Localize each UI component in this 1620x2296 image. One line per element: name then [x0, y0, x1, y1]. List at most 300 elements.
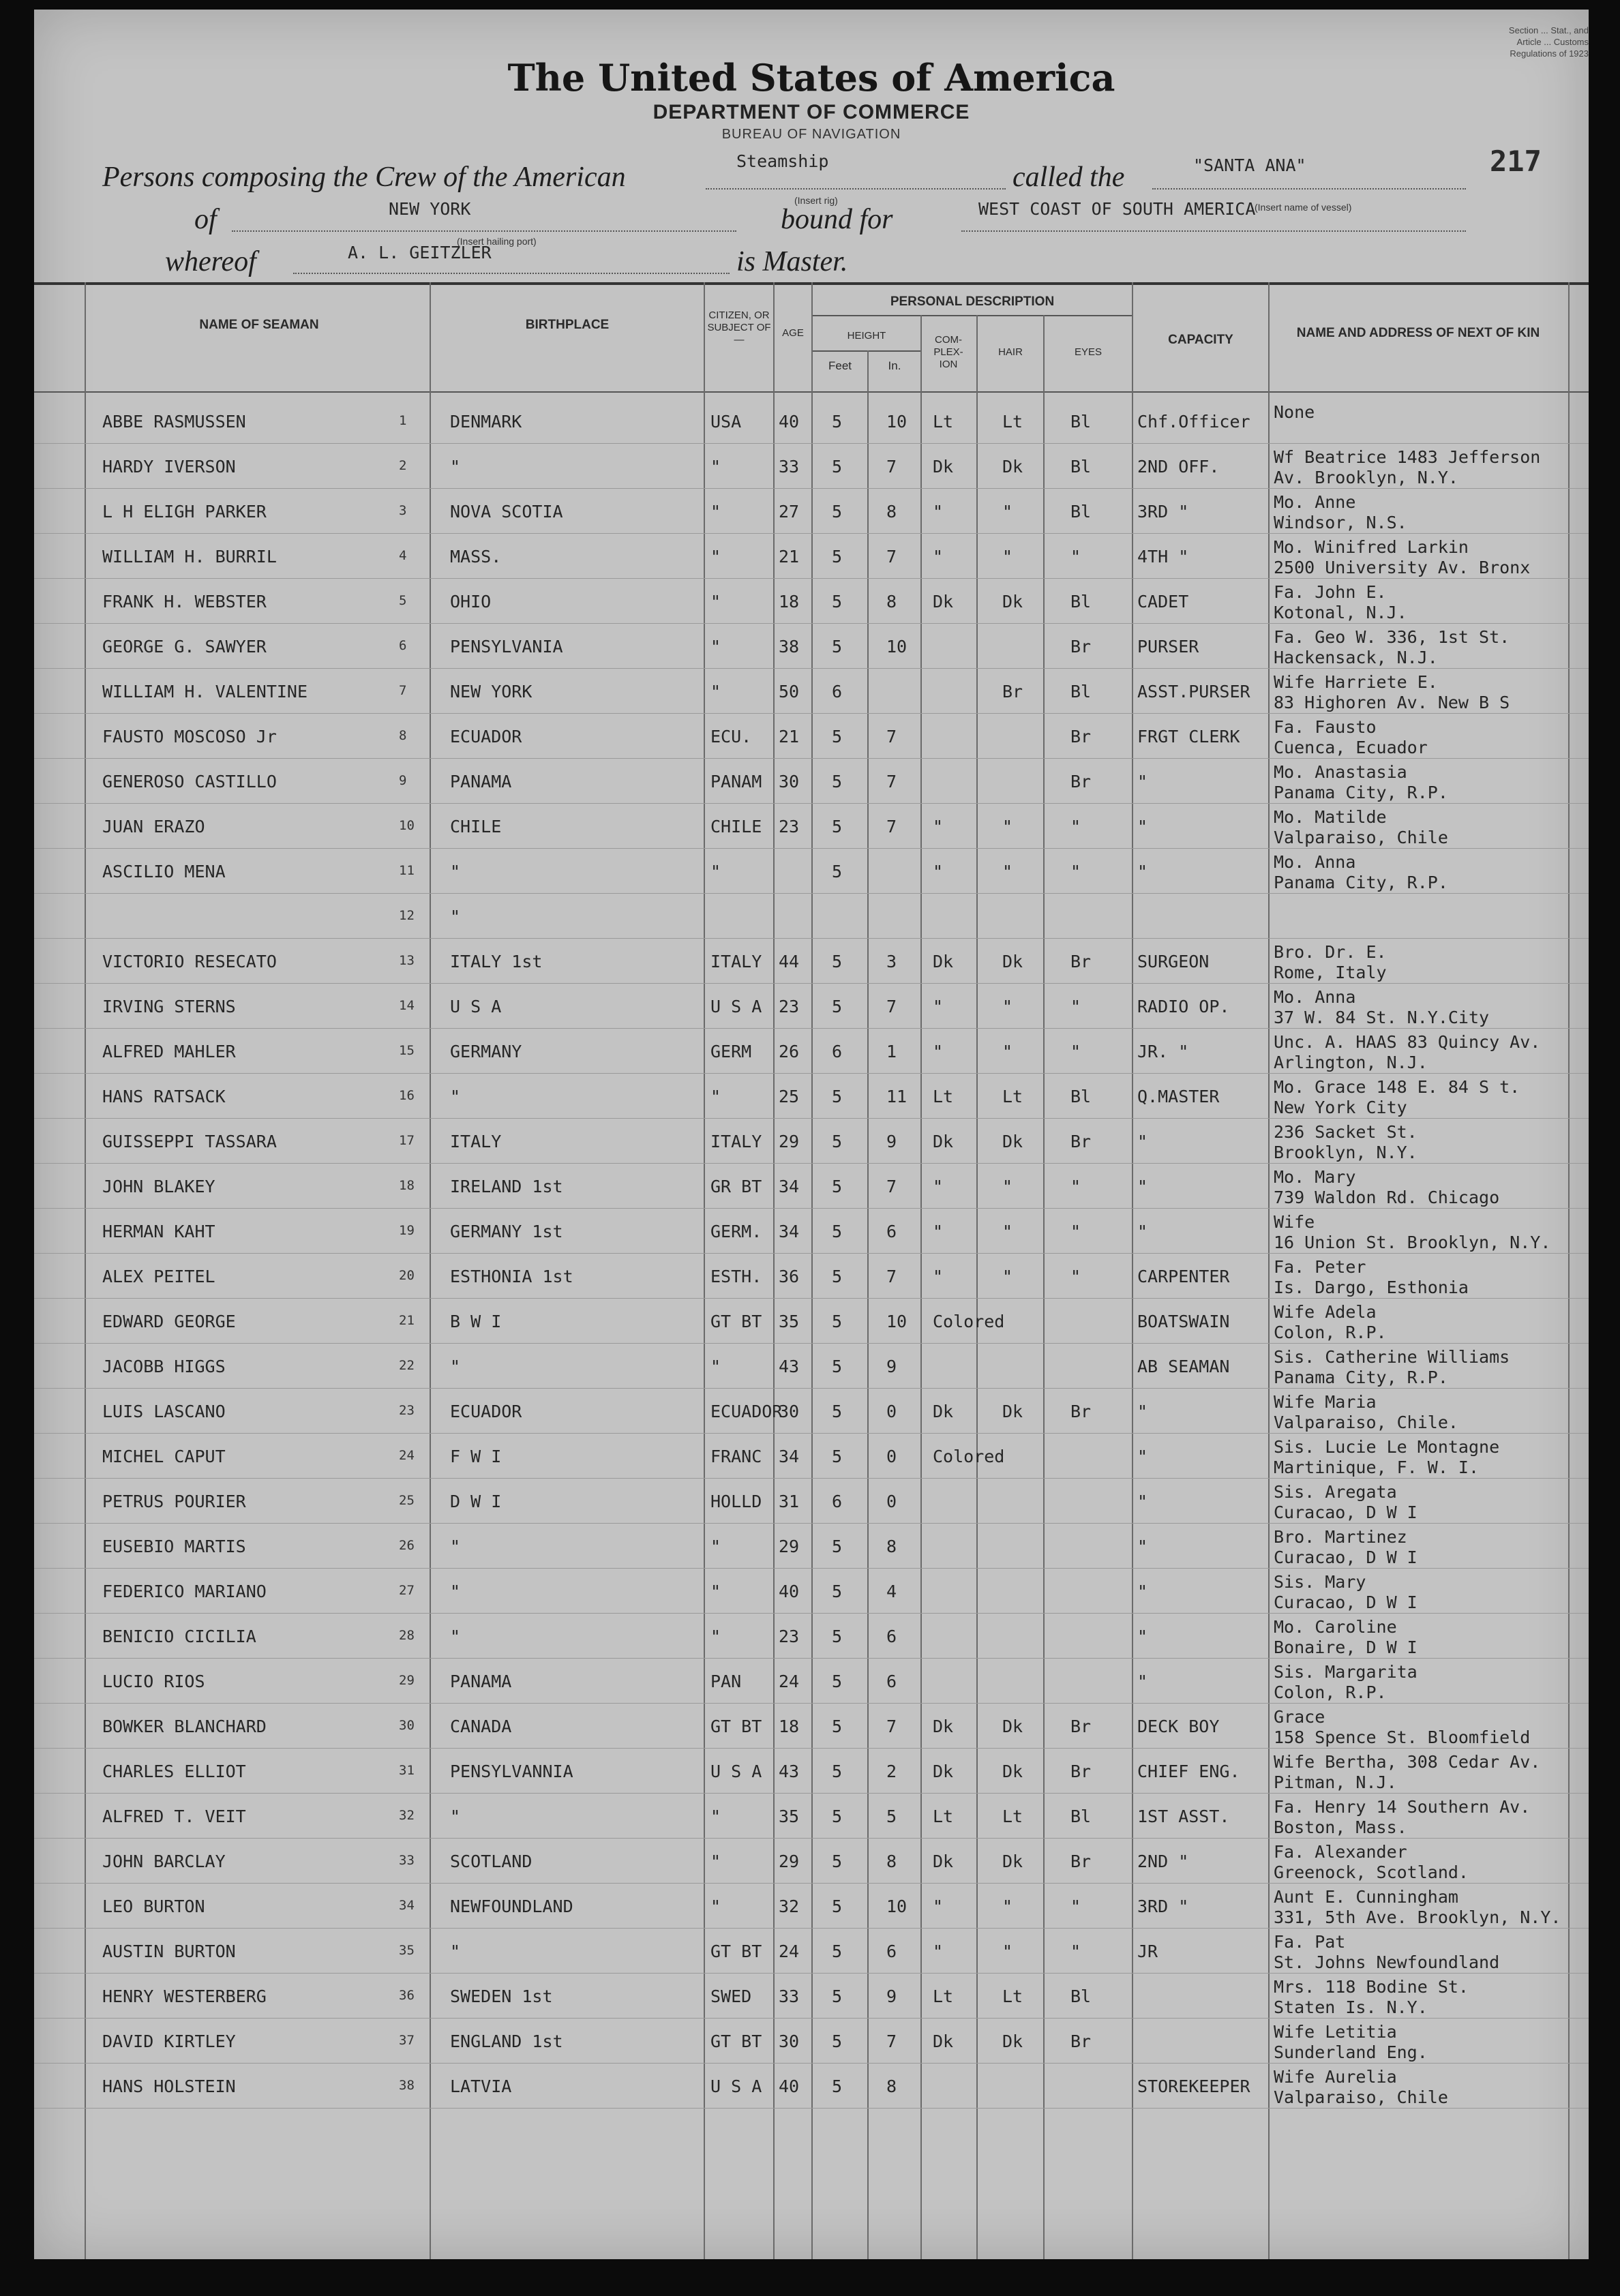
cell-eyes: Br — [1070, 1717, 1092, 1736]
cell-in: 7 — [886, 2031, 897, 2051]
cell-birthplace: D W I — [450, 1492, 502, 1511]
cell-kin2: Colon, R.P. — [1274, 1682, 1387, 1702]
cell-name: GUISSEPPI TASSARA — [102, 1132, 277, 1151]
cell-kin1: Fa. Alexander — [1274, 1842, 1407, 1862]
cell-citizen: " — [710, 1087, 721, 1106]
cell-complexion: Colored — [933, 1447, 1005, 1466]
cell-hair: " — [1002, 1042, 1013, 1061]
cell-age: 27 — [779, 502, 800, 522]
cell-hair: Lt — [1002, 412, 1023, 432]
cell-in: 10 — [886, 1897, 907, 1916]
cell-no: 8 — [399, 728, 407, 743]
cell-kin1: Mrs. 118 Bodine St. — [1274, 1977, 1469, 1997]
crew-row — [34, 1568, 1589, 1614]
col-header-complexion: COM-PLEX-ION — [933, 334, 963, 370]
cell-in: 6 — [886, 1942, 897, 1961]
cell-age: 26 — [779, 1042, 800, 1061]
cell-no: 12 — [399, 908, 415, 923]
cell-name: BOWKER BLANCHARD — [102, 1717, 267, 1736]
cell-eyes: Br — [1070, 2031, 1092, 2051]
cell-eyes: " — [1070, 862, 1081, 881]
cell-no: 14 — [399, 998, 415, 1013]
crew-row — [34, 1883, 1589, 1929]
cell-name: VICTORIO RESECATO — [102, 952, 277, 971]
cell-no: 35 — [399, 1943, 415, 1958]
crew-row — [34, 533, 1589, 579]
cell-hair: Dk — [1002, 2031, 1023, 2051]
cell-capacity: SURGEON — [1137, 952, 1210, 971]
whereof-label: whereof — [165, 246, 256, 277]
cell-citizen: GT BT — [710, 2031, 762, 2051]
cell-citizen: " — [710, 1852, 721, 1871]
cell-citizen: ITALY — [710, 952, 762, 971]
cell-ft: 5 — [832, 997, 843, 1016]
cell-kin1: Wife Bertha, 308 Cedar Av. — [1274, 1752, 1541, 1772]
crew-row — [34, 1703, 1589, 1749]
crew-row — [34, 398, 1589, 444]
cell-no: 10 — [399, 818, 415, 833]
cell-name: ALFRED T. VEIT — [102, 1807, 246, 1826]
cell-ft: 5 — [832, 457, 843, 477]
cell-birthplace: " — [450, 1807, 461, 1826]
cell-kin1: Mo. Anne — [1274, 492, 1356, 512]
cell-age: 36 — [779, 1267, 800, 1286]
vessel-name: "SANTA ANA" — [1193, 155, 1306, 175]
cell-complexion: " — [933, 862, 944, 881]
cell-complexion: Dk — [933, 952, 954, 971]
cell-birthplace: " — [450, 1942, 461, 1961]
cell-capacity: " — [1137, 1177, 1148, 1196]
cell-no: 7 — [399, 683, 407, 698]
cell-citizen: " — [710, 592, 721, 611]
cell-name: MICHEL CAPUT — [102, 1447, 226, 1466]
cell-kin2: Arlington, N.J. — [1274, 1053, 1428, 1072]
cell-citizen: GT BT — [710, 1942, 762, 1961]
cell-ft: 5 — [832, 1402, 843, 1421]
cell-hair: " — [1002, 1222, 1013, 1241]
crew-row — [34, 1523, 1589, 1569]
cell-no: 22 — [399, 1358, 415, 1373]
cell-kin1: None — [1274, 402, 1315, 422]
cell-kin2: New York City — [1274, 1098, 1407, 1117]
cell-kin1: Mo. Matilde — [1274, 807, 1387, 827]
cell-ft: 5 — [832, 1177, 843, 1196]
crew-row — [34, 1973, 1589, 2019]
crew-row — [34, 443, 1589, 489]
cell-eyes: " — [1070, 1222, 1081, 1241]
cell-name: LUCIO RIOS — [102, 1672, 205, 1691]
cell-capacity: ASST.PURSER — [1137, 682, 1250, 701]
cell-in: 8 — [886, 592, 897, 611]
cell-age: 31 — [779, 1492, 800, 1511]
cell-citizen: " — [710, 457, 721, 477]
cell-citizen: " — [710, 1357, 721, 1376]
cell-hair: " — [1002, 997, 1013, 1016]
cell-eyes: " — [1070, 1267, 1081, 1286]
cell-hair: " — [1002, 1177, 1013, 1196]
cell-ft: 5 — [832, 1537, 843, 1556]
cell-kin1: Wife Maria — [1274, 1392, 1377, 1412]
cell-complexion: " — [933, 1267, 944, 1286]
port-underline — [232, 230, 736, 232]
cell-no: 37 — [399, 2033, 415, 2048]
cell-birthplace: CANADA — [450, 1717, 512, 1736]
crew-row — [34, 1478, 1589, 1524]
cell-name: AUSTIN BURTON — [102, 1942, 236, 1961]
cell-eyes: Br — [1070, 1402, 1092, 1421]
cell-age: 18 — [779, 592, 800, 611]
cell-complexion: Lt — [933, 1807, 954, 1826]
col-header-feet: Feet — [828, 359, 852, 372]
cell-citizen: GERM. — [710, 1222, 762, 1241]
master-underline — [293, 273, 730, 274]
cell-name: ABBE RASMUSSEN — [102, 412, 246, 432]
cell-in: 7 — [886, 547, 897, 567]
cell-name: WILLIAM H. VALENTINE — [102, 682, 308, 701]
cell-kin2: Brooklyn, N.Y. — [1274, 1143, 1418, 1162]
crew-row — [34, 1343, 1589, 1389]
cell-eyes: Bl — [1070, 1807, 1092, 1826]
cell-citizen: SWED — [710, 1987, 752, 2006]
cell-birthplace: ITALY — [450, 1132, 502, 1151]
cell-ft: 6 — [832, 682, 843, 701]
cell-citizen: " — [710, 1807, 721, 1826]
cell-kin1: Wife — [1274, 1212, 1315, 1232]
cell-capacity: " — [1137, 1537, 1148, 1556]
cell-name: FRANK H. WEBSTER — [102, 592, 267, 611]
cell-ft: 5 — [832, 547, 843, 567]
cell-capacity: " — [1137, 1222, 1148, 1241]
cell-age: 21 — [779, 547, 800, 567]
cell-name: BENICIO CICILIA — [102, 1627, 256, 1646]
cell-complexion: " — [933, 997, 944, 1016]
cell-age: 34 — [779, 1177, 800, 1196]
cell-kin1: Wife Harriete E. — [1274, 672, 1438, 692]
cell-citizen: " — [710, 1627, 721, 1646]
cell-kin1: Mo. Anna — [1274, 987, 1356, 1007]
cell-ft: 5 — [832, 1852, 843, 1871]
cell-name: JOHN BARCLAY — [102, 1852, 226, 1871]
cell-eyes: " — [1070, 1177, 1081, 1196]
cell-kin2: Windsor, N.S. — [1274, 513, 1407, 532]
cell-in: 7 — [886, 817, 897, 836]
cell-ft: 5 — [832, 1807, 843, 1826]
cell-complexion: " — [933, 1942, 944, 1961]
col-header-height: HEIGHT — [847, 330, 886, 342]
vessel-hint: (Insert name of vessel) — [1255, 202, 1352, 213]
col-header-birthplace: BIRTHPLACE — [525, 318, 610, 332]
crew-row — [34, 1073, 1589, 1119]
cell-name: JOHN BLAKEY — [102, 1177, 215, 1196]
cell-citizen: " — [710, 682, 721, 701]
cell-eyes: Br — [1070, 727, 1092, 746]
cell-kin1: Mo. Caroline — [1274, 1617, 1397, 1637]
cell-complexion: Dk — [933, 2031, 954, 2051]
cell-eyes: " — [1070, 547, 1081, 567]
cell-no: 2 — [399, 458, 407, 473]
cell-capacity: 4TH " — [1137, 547, 1189, 567]
cell-age: 38 — [779, 637, 800, 656]
cell-name: JUAN ERAZO — [102, 817, 205, 836]
cell-name: ALEX PEITEL — [102, 1267, 215, 1286]
cell-citizen: ECUADOR — [710, 1402, 783, 1421]
cell-ft: 6 — [832, 1042, 843, 1061]
cell-ft: 5 — [832, 727, 843, 746]
cell-capacity: " — [1137, 1627, 1148, 1646]
cell-hair: Lt — [1002, 1807, 1023, 1826]
cell-capacity: Chf.Officer — [1137, 412, 1250, 432]
cell-birthplace: DENMARK — [450, 412, 522, 432]
cell-citizen: " — [710, 862, 721, 881]
cell-kin1: Mo. Anna — [1274, 852, 1356, 872]
col-header-inches: In. — [888, 359, 901, 372]
cell-ft: 5 — [832, 1267, 843, 1286]
cell-no: 26 — [399, 1538, 415, 1553]
cell-kin2: Boston, Mass. — [1274, 1817, 1407, 1837]
cell-kin1: Mo. Grace 148 E. 84 S t. — [1274, 1077, 1520, 1097]
cell-capacity: JR — [1137, 1942, 1158, 1961]
cell-name: ALFRED MAHLER — [102, 1042, 236, 1061]
cell-name: EUSEBIO MARTIS — [102, 1537, 246, 1556]
cell-hair: " — [1002, 862, 1013, 881]
cell-citizen: GERM — [710, 1042, 752, 1061]
cell-in: 0 — [886, 1402, 897, 1421]
rig-hint: (Insert rig) — [794, 195, 838, 206]
cell-birthplace: LATVIA — [450, 2076, 512, 2096]
cell-age: 25 — [779, 1087, 800, 1106]
cell-birthplace: ESTHONIA 1st — [450, 1267, 573, 1286]
cell-hair: " — [1002, 547, 1013, 567]
crew-row — [34, 758, 1589, 804]
crew-row — [34, 848, 1589, 894]
cell-kin1: Sis. Mary — [1274, 1572, 1366, 1592]
cell-birthplace: SWEDEN 1st — [450, 1987, 553, 2006]
cell-hair: Dk — [1002, 592, 1023, 611]
called-the-label: called the — [1012, 162, 1125, 193]
bureau-label: BUREAU OF NAVIGATION — [721, 127, 901, 142]
cell-age: 35 — [779, 1807, 800, 1826]
cell-citizen: USA — [710, 412, 742, 432]
cell-kin2: Panama City, R.P. — [1274, 1368, 1448, 1387]
crew-row — [34, 938, 1589, 984]
cell-age: 23 — [779, 817, 800, 836]
cell-complexion: Lt — [933, 1087, 954, 1106]
cell-ft: 6 — [832, 1492, 843, 1511]
crew-row — [34, 2063, 1589, 2109]
cell-in: 7 — [886, 772, 897, 791]
cell-hair: Dk — [1002, 1717, 1023, 1736]
cell-birthplace: " — [450, 1087, 461, 1106]
cell-kin2: 83 Highoren Av. New B S — [1274, 693, 1510, 712]
cell-hair: " — [1002, 1267, 1013, 1286]
cell-no: 36 — [399, 1988, 415, 2003]
cell-name: ASCILIO MENA — [102, 862, 226, 881]
cell-capacity: " — [1137, 1402, 1148, 1421]
cell-in: 10 — [886, 412, 907, 432]
cell-ft: 5 — [832, 1132, 843, 1151]
cell-kin2: Curacao, D W I — [1274, 1547, 1418, 1567]
cell-kin1: Bro. Martinez — [1274, 1527, 1407, 1547]
cell-no: 25 — [399, 1493, 415, 1508]
cell-eyes: Bl — [1070, 502, 1092, 522]
cell-in: 0 — [886, 1492, 897, 1511]
cell-eyes: Bl — [1070, 1987, 1092, 2006]
cell-birthplace: OHIO — [450, 592, 492, 611]
rig-value: Steamship — [736, 151, 829, 171]
cell-name: FEDERICO MARIANO — [102, 1582, 267, 1601]
cell-birthplace: CHILE — [450, 817, 502, 836]
cell-age: 40 — [779, 1582, 800, 1601]
cell-kin2: Kotonal, N.J. — [1274, 603, 1407, 622]
cell-hair: Br — [1002, 682, 1023, 701]
cell-age: 43 — [779, 1762, 800, 1781]
cell-eyes: Bl — [1070, 682, 1092, 701]
cell-in: 8 — [886, 502, 897, 522]
cell-eyes: Br — [1070, 1762, 1092, 1781]
cell-citizen: CHILE — [710, 817, 762, 836]
cell-kin1: Wife Letitia — [1274, 2022, 1397, 2042]
crew-row — [34, 893, 1589, 939]
cell-capacity: FRGT CLERK — [1137, 727, 1240, 746]
crew-row — [34, 578, 1589, 624]
cell-complexion: " — [933, 1222, 944, 1241]
cell-kin2: 739 Waldon Rd. Chicago — [1274, 1188, 1500, 1207]
cell-complexion: Dk — [933, 592, 954, 611]
cell-ft: 5 — [832, 1222, 843, 1241]
cell-name: L H ELIGH PARKER — [102, 502, 267, 522]
cell-eyes: " — [1070, 1942, 1081, 1961]
cell-in: 7 — [886, 727, 897, 746]
cell-kin1: Fa. Pat — [1274, 1932, 1346, 1952]
col-header-next-of-kin: NAME AND ADDRESS OF NEXT OF KIN — [1296, 326, 1540, 340]
corner-note: Section ... Stat., and Article ... Customs Regulations of 1923 — [1508, 25, 1589, 59]
cell-kin1: Mo. Mary — [1274, 1167, 1356, 1187]
cell-birthplace: " — [450, 457, 461, 477]
cell-no: 31 — [399, 1763, 415, 1778]
cell-hair: Dk — [1002, 1852, 1023, 1871]
cell-no: 13 — [399, 953, 415, 968]
rig-underline — [706, 188, 1006, 190]
cell-birthplace: U S A — [450, 997, 502, 1016]
cell-capacity: DECK BOY — [1137, 1717, 1220, 1736]
cell-kin2: Curacao, D W I — [1274, 1592, 1418, 1612]
cell-citizen: GR BT — [710, 1177, 762, 1196]
cell-in: 3 — [886, 952, 897, 971]
cell-capacity: 1ST ASST. — [1137, 1807, 1230, 1826]
cell-birthplace: B W I — [450, 1312, 502, 1331]
cell-kin2: St. Johns Newfoundland — [1274, 1952, 1500, 1972]
cell-birthplace: " — [450, 1582, 461, 1601]
cell-age: 23 — [779, 997, 800, 1016]
crew-row — [34, 1298, 1589, 1344]
cell-kin2: Valparaiso, Chile — [1274, 2087, 1448, 2107]
cell-ft: 5 — [832, 1627, 843, 1646]
col-header-personal-description: PERSONAL DESCRIPTION — [890, 294, 1055, 309]
cell-hair: " — [1002, 817, 1013, 836]
cell-kin2: 158 Spence St. Bloomfield — [1274, 1727, 1531, 1747]
cell-birthplace: PENSYLVANIA — [450, 637, 563, 656]
cell-no: 38 — [399, 2078, 415, 2093]
cell-kin1: Sis. Lucie Le Montagne — [1274, 1437, 1500, 1457]
cell-age: 33 — [779, 457, 800, 477]
cell-name: HARDY IVERSON — [102, 457, 236, 477]
cell-name: PETRUS POURIER — [102, 1492, 246, 1511]
cell-in: 1 — [886, 1042, 897, 1061]
cell-ft: 5 — [832, 952, 843, 971]
cell-kin2: Valparaiso, Chile. — [1274, 1413, 1458, 1432]
cell-kin2: Panama City, R.P. — [1274, 783, 1448, 802]
cell-no: 17 — [399, 1133, 415, 1148]
cell-in: 6 — [886, 1222, 897, 1241]
cell-no: 9 — [399, 773, 407, 788]
cell-in: 5 — [886, 1807, 897, 1826]
of-label: of — [194, 204, 217, 235]
cell-no: 32 — [399, 1808, 415, 1823]
cell-ft: 5 — [832, 1357, 843, 1376]
cell-kin1: Aunt E. Cunningham — [1274, 1887, 1458, 1907]
cell-birthplace: NEW YORK — [450, 682, 532, 701]
cell-hair: Lt — [1002, 1987, 1023, 2006]
crew-row — [34, 1793, 1589, 1839]
cell-eyes: Br — [1070, 952, 1092, 971]
cell-in: 9 — [886, 1357, 897, 1376]
cell-capacity: AB SEAMAN — [1137, 1357, 1230, 1376]
cell-citizen: " — [710, 1897, 721, 1916]
cell-capacity: JR. " — [1137, 1042, 1189, 1061]
cell-name: HENRY WESTERBERG — [102, 1987, 267, 2006]
cell-no: 28 — [399, 1628, 415, 1643]
cell-no: 16 — [399, 1088, 415, 1103]
cell-in: 8 — [886, 2076, 897, 2096]
cell-no: 24 — [399, 1448, 415, 1463]
cell-ft: 5 — [832, 592, 843, 611]
crew-list-document — [34, 10, 1589, 2259]
cell-no: 19 — [399, 1223, 415, 1238]
cell-name: GEORGE G. SAWYER — [102, 637, 267, 656]
cell-kin1: Unc. A. HAAS 83 Quincy Av. — [1274, 1032, 1541, 1052]
cell-in: 7 — [886, 457, 897, 477]
cell-complexion: Dk — [933, 1762, 954, 1781]
cell-kin2: Hackensack, N.J. — [1274, 648, 1438, 667]
cell-ft: 5 — [832, 1582, 843, 1601]
cell-birthplace: ITALY 1st — [450, 952, 543, 971]
cell-complexion: Dk — [933, 457, 954, 477]
cell-birthplace: PENSYLVANNIA — [450, 1762, 573, 1781]
cell-citizen: ESTH. — [710, 1267, 762, 1286]
cell-eyes: " — [1070, 1897, 1081, 1916]
crew-row — [34, 1748, 1589, 1794]
cell-hair: Dk — [1002, 1402, 1023, 1421]
cell-age: 30 — [779, 772, 800, 791]
cell-birthplace: ENGLAND 1st — [450, 2031, 563, 2051]
cell-complexion: " — [933, 547, 944, 567]
destination-underline — [961, 230, 1466, 232]
cell-age: 29 — [779, 1132, 800, 1151]
cell-kin1: Fa. Henry 14 Southern Av. — [1274, 1797, 1531, 1817]
cell-kin2: Bonaire, D W I — [1274, 1637, 1418, 1657]
cell-kin1: Sis. Margarita — [1274, 1662, 1418, 1682]
cell-ft: 5 — [832, 772, 843, 791]
cell-age: 18 — [779, 1717, 800, 1736]
crew-row — [34, 1163, 1589, 1209]
cell-name: WILLIAM H. BURRIL — [102, 547, 277, 567]
cell-ft: 5 — [832, 1672, 843, 1691]
cell-complexion: " — [933, 502, 944, 522]
cell-eyes: " — [1070, 817, 1081, 836]
cell-kin1: Wife Adela — [1274, 1302, 1377, 1322]
cell-citizen: U S A — [710, 2076, 762, 2096]
cell-name: LUIS LASCANO — [102, 1402, 226, 1421]
